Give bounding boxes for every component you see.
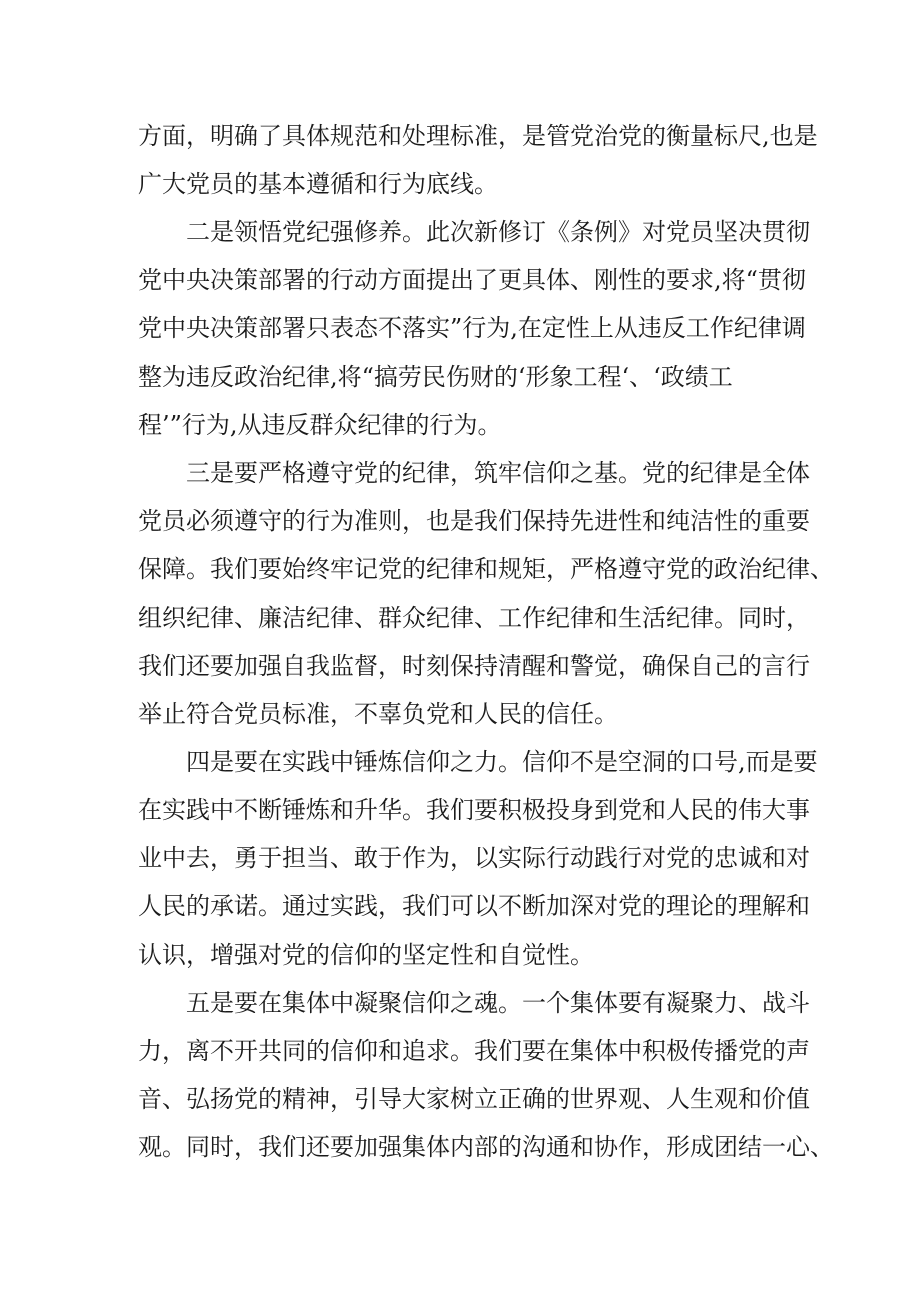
paragraph-line: 观。同时，我们还要加强集体内部的沟通和协作，形成团结一心、 — [138, 1133, 834, 1161]
paragraph-line: 整为违反政治纪律,将“搞劳民伤财的‘形象工程‘、‘政绩工 — [138, 363, 733, 391]
paragraph-line: 音、弘扬党的精神，引导大家树立正确的世界观、人生观和价值 — [138, 1085, 810, 1113]
paragraph-first-line: 四是要在实践中锤炼信仰之力。信仰不是空洞的口号,而是要 — [186, 748, 818, 776]
paragraph-first-line: 二是领悟党纪强修养。此次新修订《条例》对党员坚决贯彻 — [186, 218, 810, 246]
paragraph-first-line: 三是要严格遵守党的纪律，筑牢信仰之基。党的纪律是全体 — [186, 459, 810, 487]
paragraph-line: 在实践中不断锤炼和升华。我们要积极投身到党和人民的伟大事 — [138, 796, 810, 824]
paragraph-line: 广大党员的基本遵循和行为底线。 — [138, 170, 498, 198]
paragraph-line: 党中央决策部署的行动方面提出了更具体、刚性的要求,将“贯彻 — [138, 266, 806, 294]
paragraph-line: 举止符合党员标准，不辜负党和人民的信任。 — [138, 700, 618, 728]
paragraph-line: 我们还要加强自我监督，时刻保持清醒和警觉，确保自己的言行 — [138, 652, 810, 680]
paragraph-line: 组织纪律、廉洁纪律、群众纪律、工作纪律和生活纪律。同时， — [138, 604, 810, 632]
paragraph-line: 力，离不开共同的信仰和追求。我们要在集体中积极传播党的声 — [138, 1037, 810, 1065]
paragraph-first-line: 五是要在集体中凝聚信仰之魂。一个集体要有凝聚力、战斗 — [186, 989, 810, 1017]
paragraph-line: 业中去，勇于担当、敢于作为，以实际行动践行对党的忠诚和对 — [138, 844, 810, 872]
paragraph-line: 党中央决策部署只表态不落实”行为,在定性上从违反工作纪律调 — [138, 314, 806, 342]
paragraph-line: 人民的承诺。通过实践，我们可以不断加深对党的理论的理解和 — [138, 892, 810, 920]
paragraph-line: 程’”行为,从违反群众纪律的行为。 — [138, 411, 502, 439]
paragraph-line: 保障。我们要始终牢记党的纪律和规矩，严格遵守党的政治纪律、 — [138, 555, 834, 583]
paragraph-line: 党员必须遵守的行为准则，也是我们保持先进性和纯洁性的重要 — [138, 507, 810, 535]
paragraph-line: 认识，增强对党的信仰的坚定性和自觉性。 — [138, 941, 594, 969]
paragraph-line: 方面，明确了具体规范和处理标准，是管党治党的衡量标尺,也是 — [138, 122, 818, 150]
